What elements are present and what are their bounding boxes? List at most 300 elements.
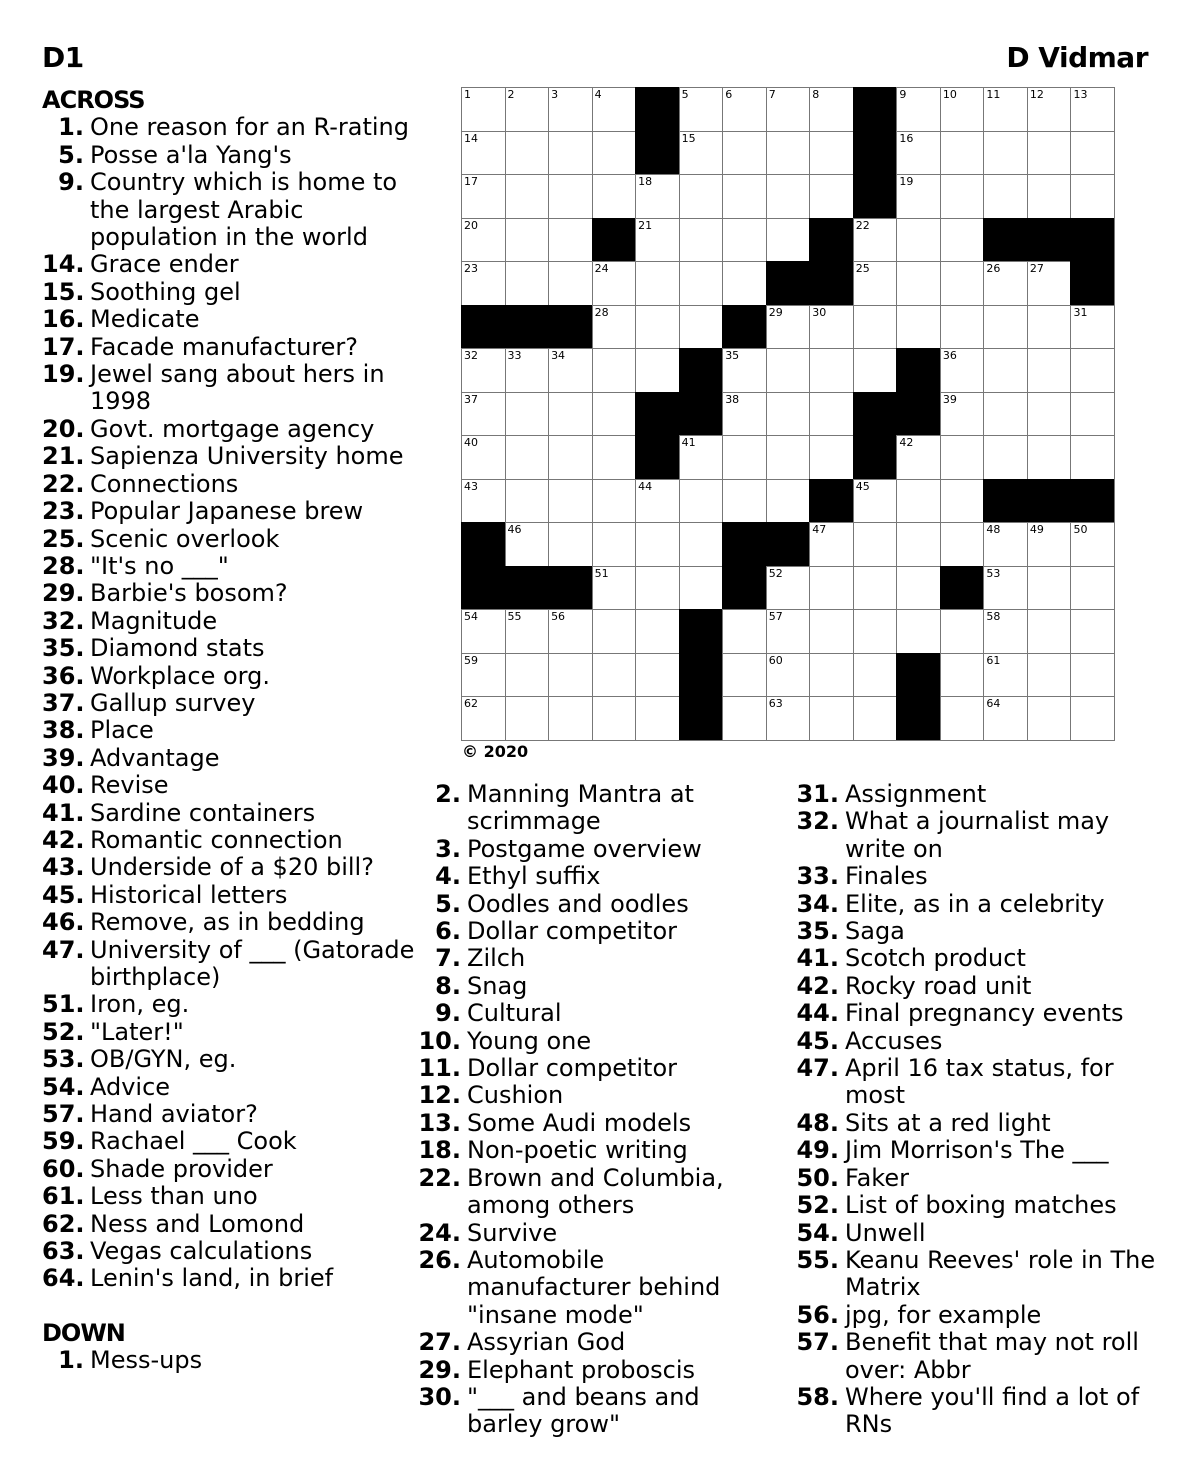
down-clue bbox=[796, 808, 1166, 863]
clue-number: 44. bbox=[796, 999, 839, 1028]
grid-cell[interactable] bbox=[461, 479, 505, 523]
grid-cell[interactable] bbox=[1027, 131, 1071, 175]
grid-cell[interactable] bbox=[1027, 566, 1071, 610]
grid-cell[interactable] bbox=[983, 305, 1027, 349]
clue-text: Final pregnancy events bbox=[845, 999, 1124, 1028]
grid-cell[interactable] bbox=[896, 566, 940, 610]
grid-cell[interactable] bbox=[1027, 696, 1071, 740]
grid-cell[interactable] bbox=[592, 348, 636, 392]
grid-cell[interactable] bbox=[1070, 609, 1114, 653]
grid-cell[interactable] bbox=[592, 131, 636, 175]
clue-text: Accuses bbox=[845, 1026, 943, 1055]
clue-column-3 bbox=[796, 781, 1166, 1439]
grid-cell[interactable] bbox=[1027, 392, 1071, 436]
grid-cell[interactable] bbox=[983, 566, 1027, 610]
grid-cell[interactable] bbox=[983, 392, 1027, 436]
grid-cell[interactable] bbox=[635, 305, 679, 349]
grid-cell[interactable] bbox=[548, 479, 592, 523]
down-clue bbox=[418, 1137, 758, 1164]
across-clue bbox=[42, 553, 422, 580]
grid-cell[interactable] bbox=[461, 174, 505, 218]
grid-cell[interactable] bbox=[809, 392, 853, 436]
clue-number: 27. bbox=[418, 1328, 461, 1357]
grid-cell-black bbox=[548, 305, 592, 349]
grid-cell[interactable] bbox=[940, 392, 984, 436]
grid-cell[interactable] bbox=[505, 218, 549, 262]
clue-text: List of boxing matches bbox=[845, 1191, 1117, 1220]
grid-cell[interactable] bbox=[766, 174, 810, 218]
clue-text: Cushion bbox=[467, 1081, 564, 1110]
grid-cell[interactable] bbox=[853, 522, 897, 566]
grid-cell[interactable] bbox=[809, 348, 853, 392]
grid-cell[interactable] bbox=[940, 696, 984, 740]
clue-text: Medicate bbox=[90, 305, 200, 334]
grid-cell[interactable] bbox=[896, 305, 940, 349]
grid-cell[interactable] bbox=[940, 653, 984, 697]
grid-cell[interactable] bbox=[505, 435, 549, 479]
across-clue bbox=[42, 827, 422, 854]
grid-cell[interactable] bbox=[1027, 87, 1071, 131]
clue-text: Iron, eg. bbox=[90, 990, 190, 1019]
grid-cell[interactable] bbox=[983, 261, 1027, 305]
grid-cell[interactable] bbox=[1070, 696, 1114, 740]
grid-cell[interactable] bbox=[1027, 348, 1071, 392]
grid-cell[interactable] bbox=[940, 174, 984, 218]
grid-cell[interactable] bbox=[983, 653, 1027, 697]
grid-cell[interactable] bbox=[1027, 522, 1071, 566]
grid-cell-black bbox=[548, 566, 592, 610]
grid-cell[interactable] bbox=[1070, 435, 1114, 479]
clue-number: 43. bbox=[42, 853, 85, 882]
grid-cell[interactable] bbox=[940, 435, 984, 479]
grid-cell[interactable] bbox=[940, 609, 984, 653]
clue-text: Oodles and oodles bbox=[467, 889, 689, 918]
grid-cell[interactable] bbox=[722, 653, 766, 697]
grid-cell[interactable] bbox=[983, 435, 1027, 479]
clue-number: 4. bbox=[435, 862, 461, 891]
grid-cell[interactable] bbox=[679, 261, 723, 305]
grid-cell[interactable] bbox=[461, 131, 505, 175]
grid-cell[interactable] bbox=[896, 174, 940, 218]
grid-cell[interactable] bbox=[940, 218, 984, 262]
grid-cell[interactable] bbox=[766, 348, 810, 392]
clue-text: Hand aviator? bbox=[90, 1100, 258, 1129]
across-clue-list bbox=[42, 114, 422, 1292]
clue-text: What a journalist may write on bbox=[845, 807, 1110, 863]
down-clue bbox=[418, 1329, 758, 1356]
grid-cell[interactable] bbox=[461, 392, 505, 436]
grid-cell[interactable] bbox=[548, 435, 592, 479]
grid-cell[interactable] bbox=[1070, 566, 1114, 610]
grid-cell[interactable] bbox=[505, 131, 549, 175]
grid-cell[interactable] bbox=[505, 174, 549, 218]
grid-cell[interactable] bbox=[635, 348, 679, 392]
grid-cell[interactable] bbox=[505, 261, 549, 305]
cell-number: 2 bbox=[507, 88, 515, 101]
grid-cell[interactable] bbox=[461, 87, 505, 131]
grid-cell-black bbox=[853, 87, 897, 131]
grid-cell[interactable] bbox=[505, 609, 549, 653]
cell-number: 45 bbox=[855, 479, 870, 493]
clue-number: 32. bbox=[796, 807, 839, 836]
grid-cell[interactable] bbox=[679, 87, 723, 131]
grid-cell[interactable] bbox=[809, 522, 853, 566]
grid-cell[interactable] bbox=[461, 261, 505, 305]
grid-cell[interactable] bbox=[983, 522, 1027, 566]
cell-number: 32 bbox=[464, 349, 478, 363]
cell-number: 49 bbox=[1029, 523, 1044, 537]
clue-text: Where you'll find a lot of RNs bbox=[845, 1382, 1140, 1439]
grid-cell[interactable] bbox=[766, 479, 810, 523]
grid-cell[interactable] bbox=[809, 609, 853, 653]
clue-text: Facade manufacturer? bbox=[90, 332, 359, 361]
down-clue bbox=[418, 1247, 758, 1329]
grid-cell[interactable] bbox=[809, 87, 853, 131]
grid-cell[interactable] bbox=[853, 609, 897, 653]
grid-cell[interactable] bbox=[635, 479, 679, 523]
clue-number: 26. bbox=[418, 1245, 461, 1274]
grid-cell[interactable] bbox=[635, 522, 679, 566]
grid-cell[interactable] bbox=[766, 653, 810, 697]
grid-cell[interactable] bbox=[1070, 522, 1114, 566]
grid-cell[interactable] bbox=[983, 609, 1027, 653]
grid-cell[interactable] bbox=[461, 609, 505, 653]
grid-cell[interactable] bbox=[722, 392, 766, 436]
grid-cell[interactable] bbox=[940, 87, 984, 131]
across-clue bbox=[42, 306, 422, 333]
cell-number: 24 bbox=[594, 262, 609, 276]
grid-cell-black bbox=[809, 479, 853, 523]
across-clue bbox=[42, 169, 422, 251]
grid-cell[interactable] bbox=[679, 218, 723, 262]
grid-cell[interactable] bbox=[983, 696, 1027, 740]
grid-cell[interactable] bbox=[548, 696, 592, 740]
down-clue-list bbox=[42, 1347, 422, 1374]
cell-number: 21 bbox=[638, 218, 653, 232]
clue-number: 52. bbox=[42, 1017, 85, 1046]
grid-cell[interactable] bbox=[1070, 87, 1114, 131]
grid-cell[interactable] bbox=[766, 392, 810, 436]
grid-cell[interactable] bbox=[592, 261, 636, 305]
clue-number: 31. bbox=[796, 780, 839, 808]
cell-number: 1 bbox=[464, 88, 471, 101]
clue-text: Workplace org. bbox=[90, 661, 270, 690]
grid-cell[interactable] bbox=[896, 522, 940, 566]
grid-cell[interactable] bbox=[940, 522, 984, 566]
grid-cell[interactable] bbox=[679, 305, 723, 349]
grid-cell[interactable] bbox=[461, 348, 505, 392]
grid-cell[interactable] bbox=[1070, 131, 1114, 175]
grid-cell[interactable] bbox=[548, 392, 592, 436]
grid-cell[interactable] bbox=[635, 609, 679, 653]
grid-cell[interactable] bbox=[548, 218, 592, 262]
down-clue bbox=[796, 891, 1166, 918]
grid-cell-black bbox=[853, 435, 897, 479]
clue-text: Jewel sang about hers in 1998 bbox=[90, 360, 385, 416]
clue-number: 54. bbox=[42, 1072, 85, 1101]
grid-cell[interactable] bbox=[853, 653, 897, 697]
grid-cell[interactable] bbox=[505, 87, 549, 131]
grid-cell[interactable] bbox=[940, 479, 984, 523]
grid-cell[interactable] bbox=[505, 348, 549, 392]
grid-cell[interactable] bbox=[679, 174, 723, 218]
grid-cell[interactable] bbox=[679, 435, 723, 479]
grid-cell[interactable] bbox=[592, 392, 636, 436]
cell-number: 62 bbox=[464, 697, 478, 711]
grid-cell[interactable] bbox=[896, 218, 940, 262]
grid-cell[interactable] bbox=[1070, 348, 1114, 392]
clue-text: Cultural bbox=[467, 999, 562, 1028]
grid-cell[interactable] bbox=[853, 218, 897, 262]
clue-number: 41. bbox=[42, 798, 85, 827]
grid-cell[interactable] bbox=[461, 696, 505, 740]
grid-cell[interactable] bbox=[635, 696, 679, 740]
clue-text: Some Audi models bbox=[467, 1108, 692, 1137]
grid-cell[interactable] bbox=[592, 696, 636, 740]
grid-cell[interactable] bbox=[853, 696, 897, 740]
clue-number: 50. bbox=[796, 1163, 839, 1192]
grid-cell[interactable] bbox=[679, 479, 723, 523]
grid-cell[interactable] bbox=[722, 696, 766, 740]
grid-cell[interactable] bbox=[548, 131, 592, 175]
clue-number: 6. bbox=[435, 917, 461, 946]
clue-text: Advantage bbox=[90, 743, 220, 772]
grid-cell[interactable] bbox=[1070, 174, 1114, 218]
grid-cell[interactable] bbox=[592, 174, 636, 218]
grid-cell-black bbox=[853, 131, 897, 175]
clue-number: 42. bbox=[42, 825, 85, 854]
cell-number: 58 bbox=[986, 610, 1001, 624]
grid-cell[interactable] bbox=[1027, 305, 1071, 349]
grid-cell[interactable] bbox=[722, 609, 766, 653]
grid-cell[interactable] bbox=[809, 305, 853, 349]
grid-cell[interactable] bbox=[1027, 435, 1071, 479]
grid-cell[interactable] bbox=[809, 174, 853, 218]
grid-cell[interactable] bbox=[1027, 653, 1071, 697]
grid-cell[interactable] bbox=[896, 131, 940, 175]
grid-cell[interactable] bbox=[722, 261, 766, 305]
grid-cell-black bbox=[505, 305, 549, 349]
across-clue bbox=[42, 498, 422, 525]
clue-text: Gallup survey bbox=[90, 688, 256, 717]
grid-cell[interactable] bbox=[722, 435, 766, 479]
grid-cell[interactable] bbox=[766, 131, 810, 175]
cell-number: 15 bbox=[681, 131, 696, 145]
down-clue bbox=[418, 1384, 758, 1439]
grid-cell[interactable] bbox=[1027, 174, 1071, 218]
grid-cell[interactable] bbox=[548, 174, 592, 218]
grid-cell-black bbox=[809, 261, 853, 305]
cell-number: 7 bbox=[768, 88, 776, 101]
grid-cell[interactable] bbox=[853, 305, 897, 349]
grid-cell[interactable] bbox=[461, 653, 505, 697]
grid-cell[interactable] bbox=[461, 218, 505, 262]
grid-cell[interactable] bbox=[548, 348, 592, 392]
grid-cell[interactable] bbox=[1070, 305, 1114, 349]
grid-cell[interactable] bbox=[896, 87, 940, 131]
grid-cell[interactable] bbox=[461, 435, 505, 479]
grid-cell[interactable] bbox=[766, 435, 810, 479]
across-clue bbox=[42, 937, 422, 992]
clue-number: 59. bbox=[42, 1127, 85, 1156]
clue-number: 1. bbox=[58, 1346, 84, 1375]
across-clue bbox=[42, 690, 422, 717]
grid-cell[interactable] bbox=[983, 348, 1027, 392]
grid-cell[interactable] bbox=[809, 435, 853, 479]
grid-cell[interactable] bbox=[896, 435, 940, 479]
grid-cell[interactable] bbox=[1070, 392, 1114, 436]
cell-number: 41 bbox=[681, 436, 696, 450]
down-clue bbox=[796, 1110, 1166, 1137]
clue-text: "It's no ___" bbox=[90, 551, 229, 580]
across-clue bbox=[42, 114, 422, 141]
grid-cell[interactable] bbox=[983, 174, 1027, 218]
grid-cell[interactable] bbox=[853, 479, 897, 523]
grid-cell[interactable] bbox=[679, 131, 723, 175]
grid-cell[interactable] bbox=[505, 479, 549, 523]
cell-number: 44 bbox=[638, 479, 653, 493]
clue-number: 3. bbox=[435, 834, 461, 863]
grid-cell[interactable] bbox=[896, 261, 940, 305]
grid-cell[interactable] bbox=[1070, 653, 1114, 697]
grid-cell[interactable] bbox=[766, 696, 810, 740]
grid-cell[interactable] bbox=[722, 479, 766, 523]
grid-cell[interactable] bbox=[853, 261, 897, 305]
grid-cell[interactable] bbox=[635, 174, 679, 218]
grid-cell[interactable] bbox=[592, 522, 636, 566]
grid-cell[interactable] bbox=[592, 435, 636, 479]
clue-text: Country which is home to the largest Arabic population in the world bbox=[90, 168, 398, 252]
grid-cell[interactable] bbox=[853, 348, 897, 392]
grid-cell[interactable] bbox=[1027, 609, 1071, 653]
grid-cell[interactable] bbox=[896, 479, 940, 523]
clue-text: Barbie's bosom? bbox=[90, 579, 288, 608]
grid-cell[interactable] bbox=[766, 218, 810, 262]
grid-cell[interactable] bbox=[940, 305, 984, 349]
across-clue bbox=[42, 772, 422, 799]
clue-text: Elephant proboscis bbox=[467, 1355, 696, 1384]
clue-text: Dollar competitor bbox=[467, 1054, 677, 1083]
grid-cell[interactable] bbox=[592, 479, 636, 523]
grid-cell[interactable] bbox=[766, 305, 810, 349]
clue-text: Elite, as in a celebrity bbox=[845, 889, 1105, 918]
clue-number: 36. bbox=[42, 661, 85, 690]
clue-text: Zilch bbox=[467, 944, 526, 973]
clue-text: Unwell bbox=[845, 1218, 926, 1247]
grid-cell[interactable] bbox=[809, 566, 853, 610]
grid-cell[interactable] bbox=[809, 131, 853, 175]
cell-number: 40 bbox=[464, 436, 478, 450]
grid-cell[interactable] bbox=[809, 653, 853, 697]
grid-cell[interactable] bbox=[722, 218, 766, 262]
down-clue bbox=[418, 891, 758, 918]
clue-column-1 bbox=[42, 87, 422, 1375]
clue-number: 11. bbox=[418, 1054, 461, 1083]
grid-cell[interactable] bbox=[679, 566, 723, 610]
grid-cell[interactable] bbox=[505, 522, 549, 566]
grid-cell[interactable] bbox=[940, 348, 984, 392]
grid-cell[interactable] bbox=[983, 131, 1027, 175]
clue-text: Soothing gel bbox=[90, 277, 241, 306]
across-clue bbox=[42, 1074, 422, 1101]
clue-number: 55. bbox=[796, 1245, 839, 1274]
grid-cell[interactable] bbox=[722, 348, 766, 392]
cell-number: 30 bbox=[812, 305, 827, 319]
grid-cell[interactable] bbox=[896, 609, 940, 653]
across-clue bbox=[42, 526, 422, 553]
clue-text: University of ___ (Gatorade birthplace) bbox=[90, 935, 415, 991]
grid-cell[interactable] bbox=[505, 653, 549, 697]
across-clue bbox=[42, 1211, 422, 1238]
grid-cell[interactable] bbox=[983, 87, 1027, 131]
grid-cell[interactable] bbox=[505, 392, 549, 436]
grid-cell[interactable] bbox=[722, 174, 766, 218]
cell-number: 5 bbox=[681, 88, 689, 101]
grid-cell[interactable] bbox=[592, 609, 636, 653]
grid-cell[interactable] bbox=[1027, 261, 1071, 305]
down-clue bbox=[796, 1220, 1166, 1247]
grid-cell[interactable] bbox=[635, 566, 679, 610]
grid-cell-black bbox=[896, 392, 940, 436]
across-clue bbox=[42, 1019, 422, 1046]
grid-cell[interactable] bbox=[809, 696, 853, 740]
grid-cell[interactable] bbox=[548, 261, 592, 305]
grid-cell[interactable] bbox=[592, 87, 636, 131]
clue-text: Assignment bbox=[845, 780, 987, 808]
grid-cell[interactable] bbox=[505, 696, 549, 740]
cell-number: 8 bbox=[812, 88, 820, 101]
grid-cell[interactable] bbox=[940, 261, 984, 305]
grid-cell[interactable] bbox=[766, 566, 810, 610]
clue-number: 18. bbox=[418, 1136, 461, 1165]
grid-cell-black bbox=[722, 566, 766, 610]
grid-cell[interactable] bbox=[766, 609, 810, 653]
cell-number: 53 bbox=[986, 566, 1001, 580]
cell-number: 9 bbox=[899, 88, 907, 101]
across-clue bbox=[42, 334, 422, 361]
clue-number: 7. bbox=[435, 944, 461, 973]
grid-cell[interactable] bbox=[722, 87, 766, 131]
grid-cell[interactable] bbox=[940, 131, 984, 175]
grid-cell[interactable] bbox=[592, 653, 636, 697]
cell-number: 14 bbox=[464, 131, 478, 145]
grid-cell-black bbox=[896, 348, 940, 392]
clue-text: Sapienza University home bbox=[90, 442, 404, 471]
grid-cell[interactable] bbox=[722, 131, 766, 175]
grid-cell[interactable] bbox=[548, 653, 592, 697]
across-clue bbox=[42, 471, 422, 498]
grid-cell[interactable] bbox=[679, 522, 723, 566]
clue-number: 16. bbox=[42, 305, 85, 334]
grid-cell[interactable] bbox=[548, 87, 592, 131]
across-clue bbox=[42, 580, 422, 607]
clue-number: 41. bbox=[796, 944, 839, 973]
down-clue bbox=[418, 1055, 758, 1082]
grid-cell[interactable] bbox=[548, 609, 592, 653]
grid-cell[interactable] bbox=[635, 653, 679, 697]
grid-cell[interactable] bbox=[853, 566, 897, 610]
clue-text: Manning Mantra at scrimmage bbox=[467, 780, 694, 836]
grid-cell[interactable] bbox=[635, 261, 679, 305]
clue-text: Revise bbox=[90, 771, 169, 800]
grid-cell[interactable] bbox=[592, 566, 636, 610]
grid-cell[interactable] bbox=[592, 305, 636, 349]
grid-cell[interactable] bbox=[766, 87, 810, 131]
grid-cell[interactable] bbox=[548, 522, 592, 566]
grid-cell[interactable] bbox=[635, 218, 679, 262]
clue-number: 8. bbox=[435, 971, 461, 1000]
down-clue bbox=[796, 1302, 1166, 1329]
